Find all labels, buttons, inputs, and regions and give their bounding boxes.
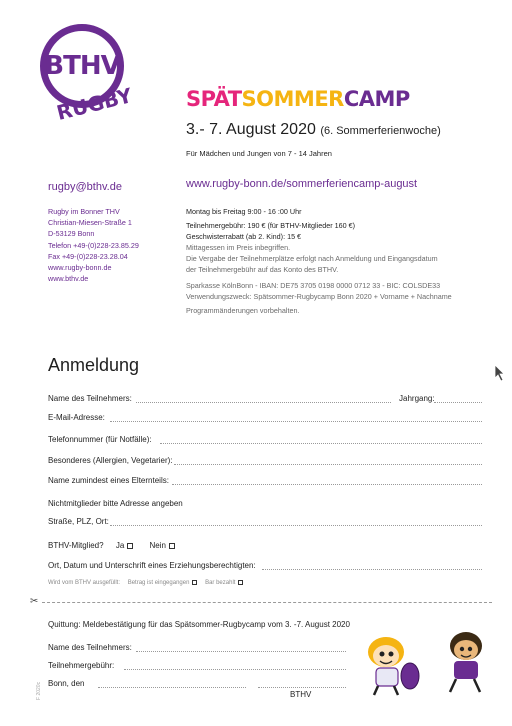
name-label: Name des Teilnehmers:	[48, 394, 132, 403]
address-link[interactable]: www.bthv.de	[48, 274, 89, 284]
scissors-icon: ✂	[30, 596, 39, 607]
bank-line: Sparkasse KölnBonn - IBAN: DE75 3705 0198 0000 0712 33 - BIC: COLSDE33	[186, 281, 441, 290]
rugby-mascot-left	[358, 632, 428, 696]
camp-title-part3: CAMP	[343, 87, 410, 111]
camp-date-main: 3.- 7. August 2020	[186, 121, 316, 138]
receipt-fee-label: Teilnehmergebühr:	[48, 661, 115, 670]
footer-code: F 2020c	[36, 681, 42, 700]
camp-title	[186, 87, 410, 111]
phone-field[interactable]	[160, 443, 482, 444]
street-field[interactable]	[110, 525, 482, 526]
jahrgang-field[interactable]	[434, 402, 482, 403]
logo-text: BTHV	[44, 51, 120, 81]
receipt-signature-field[interactable]	[258, 687, 346, 688]
receipt-name-field[interactable]	[136, 651, 346, 652]
signature-label: Ort, Datum und Unterschrift eines Erziehungsberechtigten:	[48, 561, 256, 570]
logo-subtitle: RUGBY	[54, 83, 135, 125]
camp-date	[186, 121, 441, 139]
address-line: Telefon +49-(0)228-23.85.29	[48, 240, 139, 250]
address-line: Rugby im Bonner THV	[48, 207, 120, 216]
parent-field[interactable]	[172, 484, 482, 485]
camp-target: Für Mädchen und Jungen von 7 - 14 Jahren	[186, 149, 332, 158]
yes-label: Ja	[115, 541, 125, 550]
address-link[interactable]: www.rugby-bonn.de	[48, 263, 112, 273]
info-times: Montag bis Freitag 9:00 - 16 :00 Uhr	[186, 207, 302, 216]
info-block	[186, 206, 452, 316]
bank-line: Programmänderungen vorbehalten.	[186, 306, 300, 315]
address-block	[48, 206, 139, 284]
camp-date-sub: (6. Sommerferienwoche)	[320, 125, 441, 137]
address-line: Fax +49-(0)228-23.28.04	[48, 251, 128, 261]
cash-label: Bar bezahlt	[205, 580, 236, 587]
phone-label: Telefonnummer (für Notfälle):	[48, 435, 152, 444]
receipt-fee-field[interactable]	[124, 669, 346, 670]
email-label: E-Mail-Adresse:	[48, 413, 105, 422]
paid-received-label: Betrag ist eingegangen	[127, 580, 190, 587]
form-heading: Anmeldung	[48, 355, 140, 375]
info-discount: Geschwisterrabatt (ab 2. Kind): 15 €	[186, 232, 302, 241]
address-line: D-53129 Bonn	[48, 229, 95, 239]
info-line: Die Vergabe der Teilnehmerplätze erfolgt nach Anmeldung und Eingangsdatum	[186, 254, 438, 263]
parent-label: Name zumindest eines Elternteils:	[48, 476, 169, 485]
cut-line	[42, 602, 492, 603]
info-fee: Teilnehmergebühr: 190 € (für BTHV-Mitglieder 160 €)	[186, 221, 355, 230]
mouse-cursor-icon	[494, 364, 506, 382]
bank-line: Verwendungszweck: Spätsommer-Rugbycamp Bonn 2020 + Vorname + Nachname	[186, 292, 452, 301]
cash-checkbox[interactable]	[238, 580, 243, 585]
info-line: der Teilnehmergebühr auf das Konto des BTHV.	[186, 265, 339, 274]
no-label: Nein	[149, 541, 166, 550]
office-label: Wird vom BTHV ausgefüllt:	[48, 580, 121, 587]
email-field[interactable]	[110, 421, 482, 422]
rugby-mascot-right	[436, 628, 494, 694]
name-field[interactable]	[136, 402, 391, 403]
receipt-title: Quittung: Meldebestätigung für das Spätsommer-Rugbycamp vom 3. -7. August 2020	[48, 620, 350, 629]
member-label: BTHV-Mitglied?	[48, 541, 104, 550]
receipt-name-label: Name des Teilnehmers:	[48, 643, 132, 652]
camp-title-part1: SPÄT	[186, 87, 242, 111]
receipt-date-field[interactable]	[98, 687, 246, 688]
jahrgang-label: Jahrgang:	[399, 394, 435, 403]
special-field[interactable]	[174, 464, 482, 465]
paid-received-checkbox[interactable]	[192, 580, 197, 585]
camp-title-part2: SOMMER	[241, 87, 344, 111]
info-line: Mittagessen im Preis inbegriffen.	[186, 243, 291, 252]
contact-email[interactable]: rugby@bthv.de	[48, 181, 122, 193]
street-label: Straße, PLZ, Ort:	[48, 517, 109, 526]
nonmember-note: Nichtmitglieder bitte Adresse angeben	[48, 499, 183, 508]
office-use	[48, 580, 243, 586]
camp-url[interactable]: www.rugby-bonn.de/sommerferiencamp-august	[186, 178, 418, 190]
receipt-signer: BTHV	[290, 690, 312, 699]
receipt-place-label: Bonn, den	[48, 679, 85, 688]
signature-field[interactable]	[262, 569, 482, 570]
no-checkbox[interactable]	[169, 543, 175, 549]
special-label: Besonderes (Allergien, Vegetarier):	[48, 456, 173, 465]
yes-checkbox[interactable]	[127, 543, 133, 549]
member-question	[48, 541, 175, 550]
address-line: Christian-Miesen-Straße 1	[48, 218, 132, 228]
